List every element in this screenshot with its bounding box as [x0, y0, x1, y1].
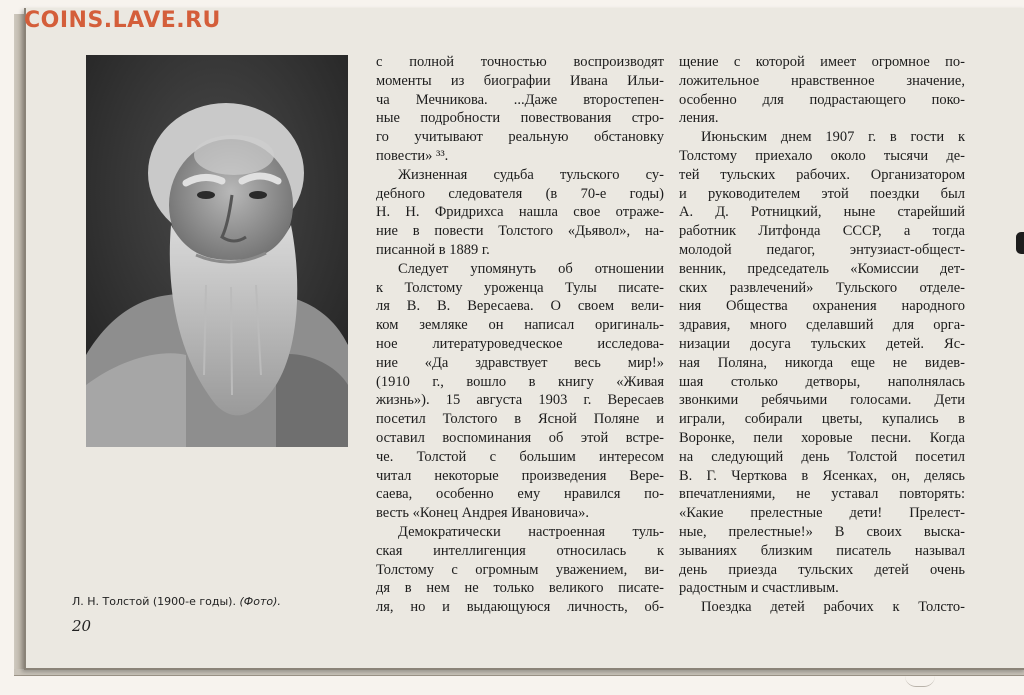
text-line: посетил Толстого в Ясной Поляне и: [376, 411, 664, 428]
text-line: день приезда тульских детей очень: [679, 561, 965, 578]
portrait-illustration: [86, 55, 348, 447]
text-line: (1910 г., вошло в книгу «Живая: [376, 373, 664, 390]
text-line: Июньским днем 1907 г. в гости к: [701, 129, 965, 146]
text-line: ча Мечникова. ...Даже второстепен-: [376, 91, 664, 108]
middle-text-column: [376, 53, 664, 617]
page-number: 20: [72, 617, 92, 635]
text-line: Поездка детей рабочих к Толсто-: [701, 599, 965, 616]
text-line: с полной точностью воспроизводят: [376, 54, 664, 70]
text-line: дебного следователя (в 70-е годы): [376, 185, 664, 202]
text-line: А. Д. Ротницкий, ныне старейший: [679, 204, 965, 221]
text-line: го учитывают реальную обстановку: [376, 129, 664, 146]
text-line: щение с которой имеет огромное по-: [679, 54, 965, 70]
text-line: молодой педагог, энтузиаст-общест-: [679, 241, 965, 258]
tolstoy-portrait-photo: [86, 55, 348, 447]
text-line: к Толстому уроженца Тулы писате-: [376, 279, 664, 296]
site-watermark: COINS.LAVE.RU: [24, 8, 221, 33]
page-bottom-edge: [14, 669, 1024, 676]
text-line: ложительное нравственное значение,: [679, 72, 965, 89]
text-line: ская интеллигенция относилась к: [376, 542, 664, 559]
right-text-column: [679, 53, 965, 617]
text-line: звонкими ребячьими голосами. Дети: [679, 392, 965, 409]
text-line: ние «Да здравствует весь мир!»: [376, 354, 664, 371]
text-line: ние в повести Толстого «Дьявол», на-: [376, 223, 664, 240]
text-line: ное литературоведческое исследова-: [376, 335, 664, 352]
text-line: здравия, много сделавший для орга-: [679, 317, 965, 334]
text-line: дя в нем не только великого писате-: [376, 580, 664, 597]
pencil-mark: [905, 676, 935, 687]
text-line: Толстому с огромным уважением, ви-: [376, 561, 664, 578]
text-line: Воронке, пели хоровые песни. Когда: [679, 429, 965, 446]
caption-photo-label: (Фото).: [239, 595, 281, 608]
text-line: впечатлениями, не уставал повторять:: [679, 486, 965, 503]
binding-tab-mark: [1016, 232, 1024, 254]
caption-text: Л. Н. Толстой (1900-е годы).: [72, 595, 236, 608]
text-line: Толстому приехало около тысячи де-: [679, 147, 965, 164]
text-line: ских развлечений» Тульского отделе-: [679, 279, 965, 296]
text-line: жизнь»). 15 августа 1903 г. Вересаев: [376, 392, 664, 409]
text-line: ля В. В. Вересаева. О своем вели-: [376, 298, 664, 315]
text-line: В. Г. Черткова в Ясенках, он, делясь: [679, 467, 965, 484]
text-line: на следующий день Толстой посетил: [679, 448, 965, 465]
text-line: ления.: [679, 110, 719, 127]
page-stack-shadow: [14, 14, 24, 674]
text-line: шая столько детворы, наполнялась: [679, 373, 965, 390]
text-line: «Какие прелестные дети! Прелест-: [679, 505, 965, 522]
text-line: тей тульских рабочих. Организатором: [679, 166, 965, 183]
text-line: низации досуга тульских детей. Яс-: [679, 335, 965, 352]
text-line: ные, прелестные!» В своих выска-: [679, 523, 965, 540]
text-line: ния Общества охранения народного: [679, 298, 965, 315]
text-line: повести» ³³.: [376, 147, 449, 164]
text-line: работник Литфонда СССР, а тогда: [679, 223, 965, 240]
text-line: ком земляке он написал оригиналь-: [376, 317, 664, 334]
text-line: Следует упомянуть об отношении: [398, 260, 664, 277]
text-line: и руководителем этой поездки был: [679, 185, 965, 202]
text-line: зываниях близким писатель называл: [679, 542, 965, 559]
photo-caption: [72, 595, 281, 608]
text-line: играли, собирали цветы, купались в: [679, 411, 965, 428]
text-line: Жизненная судьба тульского су-: [398, 166, 664, 183]
text-line: оставил воспоминания об этой встре-: [376, 429, 664, 446]
text-line: Н. Н. Фридрихса нашла свое отраже-: [376, 204, 664, 221]
text-line: ные подробности повествования стро-: [376, 110, 664, 127]
text-line: весть «Конец Андрея Ивановича».: [376, 505, 589, 522]
text-line: особенно для подрастающего поко-: [679, 91, 965, 108]
text-line: венник, председатель «Комиссии дет-: [679, 260, 965, 277]
text-line: че. Толстой с большим интересом: [376, 448, 664, 465]
text-line: Демократически настроенная туль-: [398, 523, 664, 540]
text-line: писанной в 1889 г.: [376, 241, 490, 258]
text-line: радостным и счастливым.: [679, 580, 839, 597]
text-line: читал некоторые произведения Вере-: [376, 467, 664, 484]
text-line: моменты из биографии Ивана Ильи-: [376, 72, 664, 89]
text-line: саева, особенно ему нравился по-: [376, 486, 664, 503]
text-line: ная Поляна, никогда еще не видев-: [679, 354, 965, 371]
text-line: ля, но и выдающуюся личность, об-: [376, 599, 664, 616]
